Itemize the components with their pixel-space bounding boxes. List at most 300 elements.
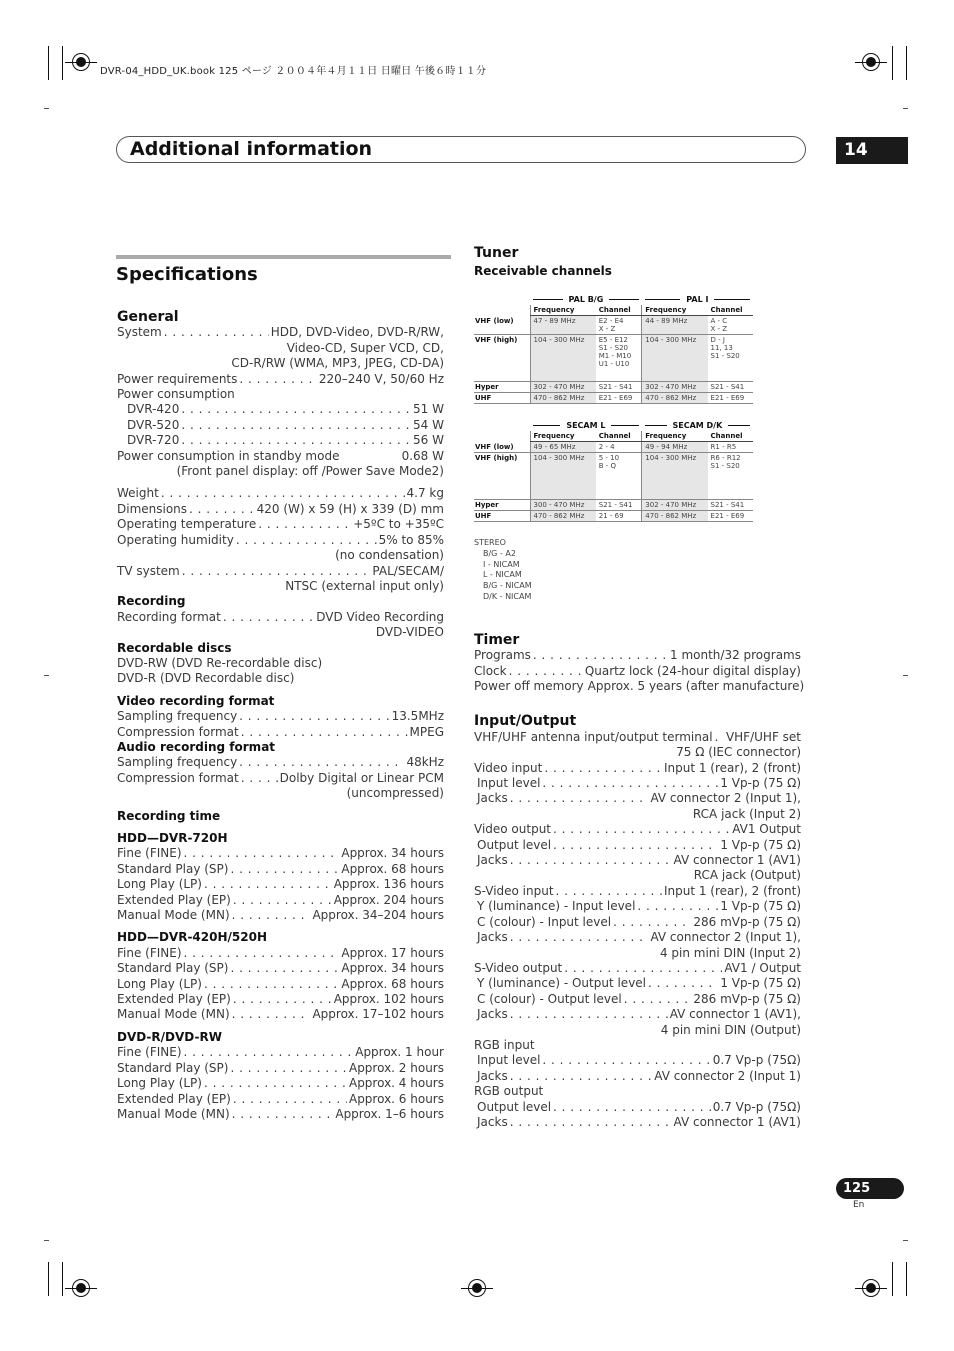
dot-leader bbox=[181, 418, 411, 433]
band-label: VHF (high) bbox=[474, 335, 530, 382]
spec-continuation: RCA jack (Input 2) bbox=[692, 806, 801, 821]
spec-label: Manual Mode (MN) bbox=[117, 908, 230, 923]
recording-specs bbox=[117, 610, 444, 641]
spec-row bbox=[474, 679, 805, 694]
dot-leader bbox=[239, 372, 316, 387]
band-label: UHF bbox=[474, 511, 530, 522]
spec-value: AV connector 2 (Input 1), bbox=[650, 930, 801, 945]
spec-row bbox=[474, 884, 801, 899]
spec-value: 420 (W) x 59 (H) x 339 (D) mm bbox=[256, 501, 444, 516]
spec-row bbox=[117, 709, 444, 724]
standard-group-label: PAL I bbox=[686, 295, 709, 304]
channel-cell: R6 - R12 S1 - S20 bbox=[708, 453, 753, 500]
spec-value: 1 Vp-p (75 Ω) bbox=[720, 776, 801, 791]
video-format-heading: Video recording format bbox=[117, 693, 275, 708]
spec-label: Operating temperature bbox=[117, 517, 257, 532]
channel-cell: S21 - S41 bbox=[708, 382, 753, 393]
spec-row bbox=[474, 899, 801, 914]
spec-row bbox=[117, 433, 444, 448]
frequency-cell: 302 - 470 MHz bbox=[530, 382, 596, 393]
spec-label: Long Play (LP) bbox=[117, 976, 202, 991]
spec-label: DVR-420 bbox=[127, 402, 180, 417]
dot-leader bbox=[510, 1069, 653, 1084]
spec-continuation: (no condensation) bbox=[335, 548, 444, 563]
spec-continuation: CD-R/RW (WMA, MP3, JPEG, CD-DA) bbox=[231, 356, 444, 371]
spec-line: DVD-RW (DVD Re-recordable disc) bbox=[117, 655, 323, 670]
spec-label: Standard Play (SP) bbox=[117, 1060, 229, 1075]
dot-leader bbox=[239, 709, 389, 724]
stereo-list bbox=[474, 538, 801, 603]
spec-row bbox=[117, 1007, 444, 1022]
recordable-discs-specs bbox=[117, 656, 444, 687]
spec-value: Approx. 68 hours bbox=[341, 861, 444, 876]
spec-label: Compression format bbox=[117, 724, 239, 739]
spec-row bbox=[117, 564, 444, 579]
column-header: Frequency bbox=[530, 431, 596, 442]
spec-label: Input level bbox=[477, 1053, 541, 1068]
spec-value: 1 Vp-p (75 Ω) bbox=[720, 899, 801, 914]
spec-label: Jacks bbox=[477, 1068, 508, 1083]
spec-row bbox=[117, 977, 444, 992]
dot-leader bbox=[624, 992, 692, 1007]
spec-continuation: (uncompressed) bbox=[346, 786, 444, 801]
spec-value: 220–240 V, 50/60 Hz bbox=[318, 371, 444, 386]
frequency-cell: 470 - 862 MHz bbox=[642, 511, 708, 522]
dot-leader bbox=[510, 1115, 672, 1130]
spec-label: Fine (FINE) bbox=[117, 846, 182, 861]
dot-leader bbox=[182, 564, 371, 579]
spec-continuation: (Front panel display: off /Power Save Mode2) bbox=[176, 464, 444, 479]
trim-tick bbox=[44, 1240, 49, 1241]
dot-leader bbox=[161, 486, 405, 501]
spec-label: Jacks bbox=[477, 791, 508, 806]
dot-leader bbox=[232, 1107, 334, 1122]
spec-row bbox=[117, 1061, 444, 1076]
registration-mark-icon bbox=[72, 53, 90, 71]
section-title: Additional information bbox=[130, 138, 373, 160]
spec-value: Approx. 1–6 hours bbox=[335, 1106, 444, 1121]
spec-row bbox=[117, 1076, 444, 1091]
dot-leader bbox=[189, 502, 255, 517]
dot-leader bbox=[553, 1100, 711, 1115]
dot-leader bbox=[233, 1092, 347, 1107]
frequency-cell: 104 - 300 MHz bbox=[530, 335, 596, 382]
spec-label: Extended Play (EP) bbox=[117, 992, 231, 1007]
timer-heading: Timer bbox=[474, 631, 520, 648]
channel-table-secam bbox=[474, 418, 753, 522]
dot-leader bbox=[230, 862, 339, 877]
spec-row bbox=[474, 961, 801, 976]
chapter-number: 14 bbox=[836, 137, 908, 164]
spec-value: 286 mVp-p (75 Ω) bbox=[693, 991, 801, 1006]
channel-row bbox=[474, 335, 753, 382]
spec-label: DVR-720 bbox=[127, 433, 180, 448]
dot-leader bbox=[184, 846, 340, 861]
language-code: En bbox=[853, 1200, 865, 1210]
dot-leader bbox=[637, 899, 718, 914]
spec-continuation: 4 pin mini DIN (Input 2) bbox=[659, 945, 801, 960]
spec-label: VHF/UHF antenna input/output terminal bbox=[474, 729, 713, 744]
spec-value: Approx. 136 hours bbox=[333, 877, 444, 892]
input-output-heading: Input/Output bbox=[474, 713, 577, 730]
hdd-720h-specs bbox=[117, 846, 444, 923]
spec-label: S-Video output bbox=[474, 960, 563, 975]
dot-leader bbox=[204, 977, 339, 992]
spec-label: Standard Play (SP) bbox=[117, 961, 229, 976]
spec-value: Input 1 (rear), 2 (front) bbox=[663, 760, 801, 775]
channel-cell: A - C X - Z bbox=[708, 316, 753, 335]
channel-row bbox=[474, 511, 753, 522]
spec-label: Operating humidity bbox=[117, 532, 234, 547]
spec-value: AV connector 2 (Input 1) bbox=[654, 1068, 801, 1083]
dot-leader bbox=[164, 325, 269, 340]
tuner-heading: Tuner bbox=[474, 245, 519, 261]
spacer bbox=[117, 479, 444, 486]
spec-value: Approx. 68 hours bbox=[341, 976, 444, 991]
spec-label: Standard Play (SP) bbox=[117, 861, 229, 876]
spec-value: 13.5MHz bbox=[391, 709, 444, 724]
spec-value: AV connector 1 (AV1) bbox=[673, 1114, 801, 1129]
spec-label: Power off memory bbox=[474, 679, 584, 693]
spec-row bbox=[117, 325, 444, 340]
spec-value: 54 W bbox=[413, 417, 444, 432]
crop-mark bbox=[906, 46, 907, 80]
registration-mark-icon bbox=[72, 1279, 90, 1297]
spec-label: C (colour) - Input level bbox=[477, 914, 612, 929]
hdd-420h-specs bbox=[117, 946, 444, 1023]
dot-leader bbox=[233, 992, 332, 1007]
spec-value: Approx. 6 hours bbox=[348, 1091, 444, 1106]
spec-value: 4.7 kg bbox=[406, 486, 444, 501]
frequency-cell: 49 - 65 MHz bbox=[530, 442, 596, 453]
registration-mark-icon bbox=[468, 1279, 486, 1297]
stereo-item: L - NICAM bbox=[483, 570, 522, 580]
spec-row bbox=[117, 908, 444, 923]
spec-label: Manual Mode (MN) bbox=[117, 1106, 230, 1121]
spec-value: VHF/UHF set bbox=[725, 729, 801, 744]
dot-leader bbox=[542, 1053, 710, 1068]
spec-line: DVD-R (DVD Recordable disc) bbox=[117, 671, 295, 686]
frequency-cell: 104 - 300 MHz bbox=[642, 335, 708, 382]
channel-row bbox=[474, 316, 753, 335]
spec-row bbox=[474, 853, 801, 868]
channel-cell: 2 - 4 bbox=[596, 442, 642, 453]
dot-leader bbox=[553, 838, 718, 853]
spec-value: 56 W bbox=[413, 433, 444, 448]
dot-leader bbox=[184, 1045, 354, 1060]
input-output-specs bbox=[474, 730, 801, 1131]
dvd-specs bbox=[117, 1045, 444, 1122]
general-heading: General bbox=[117, 309, 179, 325]
spec-label: Recording format bbox=[117, 609, 221, 624]
spec-label: Fine (FINE) bbox=[117, 945, 182, 960]
spec-row bbox=[117, 862, 444, 877]
spec-value: 0.68 W bbox=[401, 448, 444, 463]
frequency-cell: 104 - 300 MHz bbox=[530, 453, 596, 500]
spec-value: 1 month/32 programs bbox=[670, 648, 801, 663]
spec-value: 286 mVp-p (75 Ω) bbox=[693, 914, 801, 929]
column-header: Frequency bbox=[642, 305, 708, 316]
spec-value: Approx. 102 hours bbox=[333, 992, 444, 1007]
dot-leader bbox=[204, 877, 332, 892]
stereo-item: D/K - NICAM bbox=[483, 591, 532, 601]
frequency-cell: 302 - 470 MHz bbox=[642, 382, 708, 393]
spec-row bbox=[117, 846, 444, 861]
standard-group-label: SECAM D/K bbox=[672, 421, 723, 430]
spec-row bbox=[474, 930, 801, 945]
spec-label: DVR-520 bbox=[127, 417, 180, 432]
spec-label: Input level bbox=[477, 776, 541, 791]
general-specs bbox=[117, 325, 444, 594]
spec-row bbox=[117, 961, 444, 976]
spec-line: Power consumption bbox=[117, 387, 235, 402]
dot-leader bbox=[533, 648, 668, 663]
spec-label: Programs bbox=[474, 648, 531, 663]
crop-mark bbox=[48, 46, 49, 80]
crop-mark bbox=[48, 1262, 49, 1296]
spec-continuation: 4 pin mini DIN (Output) bbox=[660, 1022, 801, 1037]
spec-row bbox=[117, 402, 444, 417]
band-label: Hyper bbox=[474, 382, 530, 393]
spec-row bbox=[474, 776, 801, 791]
spec-value: AV connector 1 (AV1), bbox=[669, 1007, 801, 1022]
audio-format-heading: Audio recording format bbox=[117, 739, 276, 754]
spec-label: Y (luminance) - Input level bbox=[477, 899, 636, 914]
crop-mark bbox=[906, 1262, 907, 1296]
channel-cell: 21 - 69 bbox=[596, 511, 642, 522]
spec-row bbox=[117, 418, 444, 433]
dot-leader bbox=[181, 402, 411, 417]
channel-cell: D - J 11, 13 S1 - S20 bbox=[708, 335, 753, 382]
crop-mark bbox=[62, 46, 63, 80]
left-column bbox=[117, 310, 444, 1122]
standard-group-label: PAL B/G bbox=[568, 295, 604, 304]
spec-label: Long Play (LP) bbox=[117, 877, 202, 892]
dot-leader bbox=[241, 771, 278, 786]
timer-specs bbox=[474, 648, 805, 694]
channel-row bbox=[474, 393, 753, 404]
section-rule bbox=[116, 255, 451, 259]
dot-leader bbox=[232, 1007, 311, 1022]
spec-row bbox=[117, 610, 444, 625]
frequency-cell: 470 - 862 MHz bbox=[642, 393, 708, 404]
trim-tick bbox=[44, 675, 49, 676]
crop-mark bbox=[62, 1262, 63, 1296]
spec-value: Approx. 34 hours bbox=[341, 846, 444, 861]
spec-value: Approx. 4 hours bbox=[348, 1076, 444, 1091]
spec-continuation: 75 Ω (IEC connector) bbox=[676, 745, 801, 760]
dot-leader bbox=[715, 730, 724, 745]
spec-row bbox=[117, 1092, 444, 1107]
column-header: Frequency bbox=[530, 305, 596, 316]
book-file-header: DVR-04_HDD_UK.book 125 ページ ２００４年４月１１日 日曜日 午後６時１１分 bbox=[100, 66, 487, 77]
spec-row bbox=[117, 725, 444, 740]
spec-label: Fine (FINE) bbox=[117, 1045, 182, 1060]
spec-continuation: Video-CD, Super VCD, CD, bbox=[286, 340, 444, 355]
spec-value: Approx. 17–102 hours bbox=[312, 1007, 444, 1022]
spec-row bbox=[474, 791, 801, 806]
band-label: VHF (low) bbox=[474, 442, 530, 453]
dot-leader bbox=[181, 433, 411, 448]
dot-leader bbox=[510, 1007, 668, 1022]
dot-leader bbox=[613, 915, 691, 930]
frequency-cell: 302 - 470 MHz bbox=[642, 500, 708, 511]
hdd-720h-heading: HDD—DVR-720H bbox=[117, 831, 228, 845]
spec-value: Approx. 2 hours bbox=[348, 1060, 444, 1075]
spec-label: Extended Play (EP) bbox=[117, 1091, 231, 1106]
spec-value: AV1 / Output bbox=[724, 960, 801, 975]
channel-cell: E21 - E69 bbox=[708, 393, 753, 404]
spec-row bbox=[474, 976, 801, 991]
spec-value: Approx. 17 hours bbox=[341, 945, 444, 960]
channel-cell: E21 - E69 bbox=[596, 393, 642, 404]
recording-time-heading: Recording time bbox=[117, 808, 221, 823]
hdd-420h-heading: HDD—DVR-420H/520H bbox=[117, 930, 267, 945]
channel-table-pal bbox=[474, 292, 753, 404]
spec-value: 1 Vp-p (75 Ω) bbox=[720, 837, 801, 852]
spec-continuation: RCA jack (Output) bbox=[693, 868, 801, 883]
spec-row bbox=[117, 877, 444, 892]
channel-cell: S21 - S41 bbox=[596, 500, 642, 511]
spec-label: Output level bbox=[477, 1099, 552, 1114]
spec-row bbox=[117, 517, 444, 532]
spec-value: 5% to 85% bbox=[378, 532, 444, 547]
band-label: VHF (high) bbox=[474, 453, 530, 500]
spec-label: Weight bbox=[117, 486, 159, 501]
recording-heading: Recording bbox=[117, 594, 186, 609]
spec-value: Input 1 (rear), 2 (front) bbox=[663, 883, 801, 898]
spec-value: 1 Vp-p (75 Ω) bbox=[720, 976, 801, 991]
trim-tick bbox=[903, 108, 908, 109]
spec-label: Dimensions bbox=[117, 501, 188, 516]
spec-row bbox=[117, 486, 444, 501]
stereo-item: B/G - A2 bbox=[483, 548, 516, 558]
spec-label: Manual Mode (MN) bbox=[117, 1007, 230, 1022]
dot-leader bbox=[184, 946, 340, 961]
spec-row bbox=[117, 992, 444, 1007]
spec-label: Jacks bbox=[477, 1114, 508, 1129]
spec-row bbox=[474, 1069, 801, 1084]
dot-leader bbox=[258, 517, 351, 532]
dot-leader bbox=[544, 761, 662, 776]
spec-value: MPEG bbox=[409, 724, 444, 739]
frequency-cell: 47 - 89 MHz bbox=[530, 316, 596, 335]
spec-value: AV1 Output bbox=[732, 822, 801, 837]
spec-label: Sampling frequency bbox=[117, 755, 238, 770]
audio-format-specs bbox=[117, 755, 444, 801]
stereo-title: STEREO bbox=[474, 538, 506, 547]
standard-group-label: SECAM L bbox=[566, 421, 606, 430]
spec-value: Approx. 34–204 hours bbox=[312, 908, 444, 923]
dot-leader bbox=[230, 1061, 347, 1076]
spec-label: Jacks bbox=[477, 930, 508, 945]
page-title: Specifications bbox=[116, 264, 258, 285]
spec-value: 0.7 Vp-p (75Ω) bbox=[712, 1053, 801, 1068]
recordable-discs-heading: Recordable discs bbox=[117, 640, 232, 655]
spec-label: Compression format bbox=[117, 770, 239, 785]
channel-row bbox=[474, 382, 753, 393]
spec-label: Long Play (LP) bbox=[117, 1076, 202, 1091]
column-header: Frequency bbox=[642, 431, 708, 442]
column-header: Channel bbox=[596, 305, 642, 316]
spec-row bbox=[474, 761, 801, 776]
spec-row bbox=[474, 730, 801, 745]
frequency-cell: 44 - 89 MHz bbox=[642, 316, 708, 335]
spec-value: AV connector 1 (AV1) bbox=[673, 853, 801, 868]
spec-label: Clock bbox=[474, 663, 507, 678]
spec-value: Dolby Digital or Linear PCM bbox=[279, 770, 444, 785]
spec-row bbox=[474, 822, 801, 837]
frequency-cell: 300 - 470 MHz bbox=[530, 500, 596, 511]
spec-value: Approx. 34 hours bbox=[341, 961, 444, 976]
dot-leader bbox=[232, 908, 311, 923]
dot-leader bbox=[230, 961, 339, 976]
spec-value: DVD Video Recording bbox=[316, 609, 444, 624]
frequency-cell: 104 - 300 MHz bbox=[642, 453, 708, 500]
spec-row bbox=[117, 1045, 444, 1060]
spec-value: PAL/SECAM/ bbox=[372, 563, 444, 578]
spec-line: RGB input bbox=[474, 1037, 535, 1052]
spec-line: RGB output bbox=[474, 1084, 544, 1099]
spec-row bbox=[117, 372, 444, 387]
channel-row bbox=[474, 453, 753, 500]
spec-label: S-Video input bbox=[474, 883, 554, 898]
channel-row bbox=[474, 500, 753, 511]
spec-row bbox=[474, 1053, 801, 1068]
dot-leader bbox=[233, 893, 332, 908]
spec-value: +5ºC to +35ºC bbox=[353, 517, 444, 532]
spec-value: 48kHz bbox=[406, 755, 444, 770]
spec-value: Approx. 204 hours bbox=[333, 892, 444, 907]
page-number: 125 bbox=[836, 1178, 904, 1199]
spec-label: TV system bbox=[117, 563, 180, 578]
spec-label: Video output bbox=[474, 822, 552, 837]
receivable-channels-heading: Receivable channels bbox=[474, 264, 612, 278]
spec-row bbox=[117, 946, 444, 961]
spec-label: Video input bbox=[474, 760, 543, 775]
right-column bbox=[474, 245, 805, 1130]
spec-label: Extended Play (EP) bbox=[117, 892, 231, 907]
spec-row bbox=[474, 838, 801, 853]
crop-mark bbox=[892, 46, 893, 80]
spec-row bbox=[474, 992, 801, 1007]
dot-leader bbox=[509, 664, 583, 679]
stereo-item: I - NICAM bbox=[483, 559, 520, 569]
dot-leader bbox=[236, 533, 377, 548]
trim-tick bbox=[903, 1240, 908, 1241]
spec-row bbox=[474, 1115, 801, 1130]
frequency-cell: 470 - 862 MHz bbox=[530, 393, 596, 404]
spec-label: Output level bbox=[477, 837, 552, 852]
spec-value: 51 W bbox=[413, 402, 444, 417]
registration-mark-icon bbox=[862, 53, 880, 71]
spec-value: AV connector 2 (Input 1), bbox=[650, 791, 801, 806]
spec-label: Power requirements bbox=[117, 371, 238, 386]
spec-label: C (colour) - Output level bbox=[477, 991, 622, 1006]
channel-cell: 5 - 10 B - Q bbox=[596, 453, 642, 500]
spec-label: Power consumption in standby mode bbox=[117, 448, 340, 463]
spec-row bbox=[117, 771, 444, 786]
spec-row bbox=[117, 449, 444, 464]
dot-leader bbox=[223, 610, 314, 625]
spec-label: Y (luminance) - Output level bbox=[477, 976, 647, 991]
channel-cell: E2 - E4 X - Z bbox=[596, 316, 642, 335]
channel-cell: E21 - E69 bbox=[708, 511, 753, 522]
dot-leader bbox=[510, 853, 672, 868]
spec-label: Sampling frequency bbox=[117, 709, 238, 724]
column-header: Channel bbox=[708, 431, 753, 442]
channel-row bbox=[474, 442, 753, 453]
